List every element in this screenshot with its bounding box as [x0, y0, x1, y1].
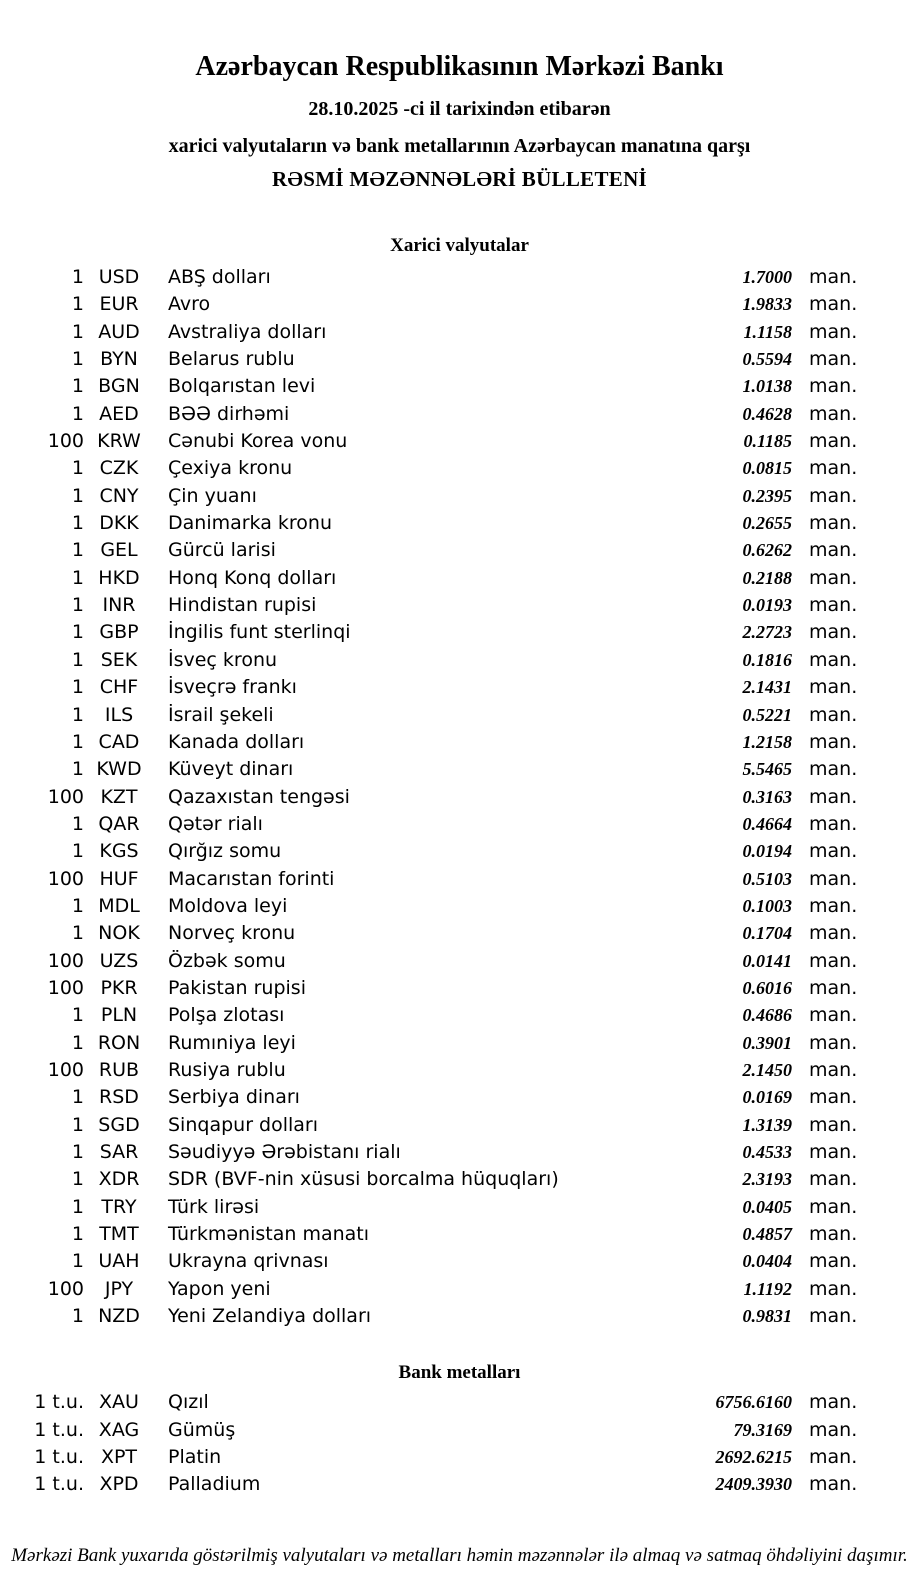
name-label: İsveçrə frankı: [168, 676, 297, 699]
code-label: HUF: [99, 867, 139, 890]
rate-value: 5.5465: [742, 759, 792, 780]
name-label: Serbiya dinarı: [168, 1086, 300, 1109]
code-label: RUB: [98, 1058, 140, 1081]
code-label: SAR: [99, 1141, 139, 1163]
rate-value: 79.3169: [733, 1419, 792, 1440]
manat-unit-label: man.: [809, 430, 858, 453]
rate-value: 0.5103: [742, 868, 792, 889]
currency-rate-row: [0, 1221, 869, 1248]
manat-unit-label: man.: [809, 867, 858, 890]
manat-unit-label: man.: [809, 375, 858, 398]
rate-value: 0.0404: [742, 1251, 792, 1272]
rate-value: 0.4686: [742, 1005, 792, 1026]
name-label: Danimarka kronu: [168, 512, 333, 535]
quantity-value: 1: [71, 1113, 84, 1136]
quantity-value: 100: [47, 949, 84, 972]
manat-unit-label: man.: [809, 1086, 858, 1109]
code-label: UZS: [99, 949, 139, 972]
rate-value: 1.7000: [742, 267, 792, 287]
manat-unit-label: man.: [809, 1446, 858, 1469]
currency-rate-row: [0, 1002, 869, 1029]
code-label: AED: [99, 402, 139, 425]
code-label: CHF: [99, 676, 139, 699]
manat-unit-label: man.: [809, 840, 858, 863]
name-label: Kanada dolları: [168, 730, 305, 753]
manat-unit-label: man.: [809, 894, 858, 917]
manat-unit-label: man.: [809, 1223, 858, 1246]
quantity-value: 1: [71, 1168, 84, 1191]
name-label: Türkmənistan manatı: [168, 1223, 370, 1246]
name-label: Səudiyyə Ərəbistanı rialı: [168, 1141, 401, 1163]
rate-value: 0.5221: [742, 704, 792, 725]
name-label: ABŞ dolları: [168, 266, 271, 288]
currency-rate-row: [0, 1112, 869, 1139]
quantity-value: 1 t.u.: [34, 1391, 84, 1414]
manat-unit-label: man.: [809, 1168, 858, 1191]
currency-rate-row: [0, 1139, 869, 1166]
bulletin-header: [0, 0, 919, 193]
currency-rate-row: [0, 565, 869, 592]
name-label: Platin: [168, 1446, 222, 1469]
rate-value: 1.3139: [742, 1114, 792, 1135]
quantity-value: 1 t.u.: [34, 1446, 84, 1469]
quantity-value: 100: [47, 976, 84, 999]
name-label: Sinqapur dolları: [168, 1113, 319, 1136]
rate-value: 0.0141: [742, 950, 792, 971]
rate-value: 0.4857: [742, 1224, 792, 1245]
quantity-value: 100: [47, 1058, 84, 1081]
code-label: KGS: [99, 840, 139, 863]
rate-value: 2409.3930: [715, 1474, 792, 1495]
subject-line: xarici valyutaların və bank metallarının Azərbaycan manatına qarşı: [168, 135, 751, 157]
manat-unit-label: man.: [809, 320, 858, 343]
rate-value: 0.1185: [743, 431, 792, 452]
quantity-value: 1: [71, 621, 84, 644]
quantity-value: 1: [71, 594, 84, 617]
bank-metals-section: [0, 1360, 919, 1498]
quantity-value: 100: [47, 785, 84, 808]
quantity-value: 1: [71, 730, 84, 753]
code-label: CAD: [98, 730, 140, 753]
manat-unit-label: man.: [809, 1113, 858, 1136]
rate-value: 2.1450: [742, 1059, 792, 1080]
code-label: XPD: [99, 1473, 139, 1496]
manat-unit-label: man.: [809, 648, 858, 671]
rate-value: 2.3193: [742, 1169, 792, 1190]
manat-unit-label: man.: [809, 1141, 858, 1163]
rate-value: 0.0405: [742, 1196, 792, 1217]
currency-rate-row: [0, 346, 869, 373]
manat-unit-label: man.: [809, 293, 858, 316]
metal-rate-row: [0, 1417, 869, 1444]
rate-value: 1.1192: [743, 1278, 792, 1299]
quantity-value: 1: [71, 1223, 84, 1246]
code-label: PKR: [100, 976, 138, 999]
name-label: Gümüş: [168, 1418, 236, 1441]
currency-rate-row: [0, 483, 869, 510]
code-label: HKD: [98, 566, 140, 589]
manat-unit-label: man.: [809, 539, 858, 562]
metal-rate-row: [0, 1444, 869, 1471]
name-label: BƏƏ dirhəmi: [168, 402, 290, 425]
name-label: Gürcü larisi: [168, 539, 276, 562]
manat-unit-label: man.: [809, 785, 858, 808]
rate-value: 1.1158: [743, 321, 792, 342]
rate-value: 2.2723: [742, 622, 792, 643]
currency-rate-row: [0, 1166, 869, 1193]
rate-value: 0.1003: [742, 895, 792, 916]
currency-rate-row: [0, 428, 869, 455]
manat-unit-label: man.: [809, 457, 858, 480]
currency-rate-row: [0, 619, 869, 646]
rate-value: 0.2655: [742, 513, 792, 534]
rate-value: 0.0194: [742, 841, 792, 862]
currency-rate-row: [0, 455, 869, 482]
quantity-value: 1: [71, 703, 84, 726]
code-label: USD: [98, 266, 140, 288]
quantity-value: 1: [71, 348, 84, 371]
currency-rate-row: [0, 893, 869, 920]
quantity-value: 1: [71, 840, 84, 863]
code-label: AUD: [98, 320, 140, 343]
rate-value: 2.1431: [742, 677, 792, 698]
rate-value: 2692.6215: [715, 1447, 792, 1468]
quantity-value: 1: [71, 1250, 84, 1273]
currency-rate-row: [0, 373, 869, 400]
manat-unit-label: man.: [809, 348, 858, 371]
disclaimer-text: Mərkəzi Bank yuxarıda göstərilmiş valyutaları və metalları həmin məzənnələr ilə almaq və satmaq öhdəliyini daşımır.: [11, 1544, 908, 1566]
code-label: GEL: [100, 539, 138, 562]
code-label: BGN: [98, 375, 140, 398]
quantity-value: 1: [71, 457, 84, 480]
code-label: JPY: [104, 1277, 134, 1300]
name-label: Cənubi Korea vonu: [168, 430, 348, 453]
name-label: İngilis funt sterlinqi: [168, 621, 351, 644]
manat-unit-label: man.: [809, 266, 858, 288]
code-label: XDR: [98, 1168, 140, 1191]
rate-value: 0.0169: [742, 1087, 792, 1108]
quantity-value: 1: [71, 1195, 84, 1218]
currency-rate-row: [0, 948, 869, 975]
currency-rate-row: [0, 702, 869, 729]
manat-unit-label: man.: [809, 402, 858, 425]
manat-unit-label: man.: [809, 949, 858, 972]
currency-rate-row: [0, 592, 869, 619]
name-label: SDR (BVF-nin xüsusi borcalma hüquqları): [168, 1168, 559, 1191]
code-label: CNY: [99, 484, 139, 507]
manat-unit-label: man.: [809, 1418, 858, 1441]
name-label: Qızıl: [168, 1391, 209, 1414]
currency-rate-row: [0, 1248, 869, 1275]
manat-unit-label: man.: [809, 1391, 858, 1414]
name-label: Rumıniya leyi: [168, 1031, 296, 1054]
manat-unit-label: man.: [809, 976, 858, 999]
manat-unit-label: man.: [809, 703, 858, 726]
manat-unit-label: man.: [809, 484, 858, 507]
quantity-value: 1: [71, 566, 84, 589]
currency-rate-row: [0, 975, 869, 1002]
quantity-value: 1: [71, 1031, 84, 1054]
name-label: Yeni Zelandiya dolları: [168, 1305, 372, 1328]
quantity-value: 1: [71, 648, 84, 671]
currency-rate-row: [0, 784, 869, 811]
quantity-value: 1: [71, 894, 84, 917]
name-label: Macarıstan forinti: [168, 867, 335, 890]
rate-value: 0.2188: [742, 567, 792, 588]
quantity-value: 1: [71, 812, 84, 835]
metal-rate-row: [0, 1389, 869, 1416]
quantity-value: 100: [47, 1277, 84, 1300]
quantity-value: 1: [71, 375, 84, 398]
quantity-value: 1: [71, 266, 84, 288]
quantity-value: 1: [71, 402, 84, 425]
code-label: NOK: [98, 922, 140, 945]
code-label: PLN: [100, 1004, 138, 1027]
code-label: SEK: [100, 648, 138, 671]
metals-table: [0, 1389, 869, 1498]
code-label: RON: [97, 1031, 141, 1054]
rate-value: 0.2395: [742, 485, 792, 506]
quantity-value: 1: [71, 512, 84, 535]
rate-value: 0.9831: [742, 1306, 792, 1327]
manat-unit-label: man.: [809, 1305, 858, 1328]
currency-rate-row: [0, 510, 869, 537]
currency-rate-row: [0, 811, 869, 838]
name-label: Küveyt dinarı: [168, 758, 294, 781]
currency-rate-row: [0, 647, 869, 674]
manat-unit-label: man.: [809, 1031, 858, 1054]
name-label: Honq Konq dolları: [168, 566, 337, 589]
rate-value: 1.2158: [742, 731, 792, 752]
rate-value: 0.6262: [742, 540, 792, 561]
rate-value: 0.5594: [742, 349, 792, 370]
metal-rate-row: [0, 1471, 869, 1498]
currency-rate-row: [0, 1276, 869, 1303]
code-label: INR: [102, 594, 136, 617]
rate-value: 0.1704: [742, 923, 792, 944]
name-label: Norveç kronu: [168, 922, 296, 945]
rate-value: 0.4664: [742, 813, 792, 834]
rate-value: 1.9833: [742, 294, 792, 315]
quantity-value: 1: [71, 1305, 84, 1328]
currency-rate-row: [0, 920, 869, 947]
currency-rate-row: [0, 401, 869, 428]
bank-title: Azərbaycan Respublikasının Mərkəzi Bankı: [195, 51, 724, 82]
quantity-value: 100: [47, 867, 84, 890]
currencies-table: [0, 264, 869, 1330]
currency-rate-row: [0, 1057, 869, 1084]
quantity-value: 1: [71, 1086, 84, 1109]
name-label: Pakistan rupisi: [168, 976, 306, 999]
manat-unit-label: man.: [809, 621, 858, 644]
code-label: KRW: [97, 430, 141, 453]
code-label: ILS: [104, 703, 134, 726]
foreign-currencies-section: [0, 233, 919, 1330]
rate-value: 0.0193: [742, 595, 792, 616]
manat-unit-label: man.: [809, 1195, 858, 1218]
currency-rate-row: [0, 537, 869, 564]
name-label: Türk lirəsi: [168, 1195, 260, 1218]
code-label: BYN: [100, 348, 138, 371]
code-label: XPT: [100, 1446, 138, 1469]
code-label: TRY: [101, 1195, 137, 1218]
name-label: Bolqarıstan levi: [168, 375, 316, 398]
manat-unit-label: man.: [809, 812, 858, 835]
rate-value: 0.0815: [742, 458, 792, 479]
name-label: Qırğız somu: [168, 840, 282, 863]
code-label: CZK: [99, 457, 139, 480]
name-label: Avro: [168, 293, 211, 316]
disclaimer-footer: [0, 1544, 919, 1568]
code-label: XAG: [98, 1418, 140, 1441]
manat-unit-label: man.: [809, 1058, 858, 1081]
bulletin-title: RƏSMİ MƏZƏNNƏLƏRİ BÜLLETENİ: [271, 167, 648, 191]
rate-value: 1.0138: [742, 376, 792, 397]
name-label: Moldova leyi: [168, 894, 288, 917]
quantity-value: 1 t.u.: [34, 1418, 84, 1441]
code-label: QAR: [98, 812, 140, 835]
rate-value: 0.4533: [742, 1142, 792, 1162]
manat-unit-label: man.: [809, 1473, 858, 1496]
code-label: XAU: [99, 1391, 139, 1414]
code-label: TMT: [99, 1223, 139, 1246]
quantity-value: 1: [71, 758, 84, 781]
name-label: Hindistan rupisi: [168, 594, 317, 617]
code-label: RSD: [99, 1086, 139, 1109]
quantity-value: 1: [71, 1004, 84, 1027]
name-label: Palladium: [168, 1473, 261, 1496]
manat-unit-label: man.: [809, 1277, 858, 1300]
quantity-value: 1: [71, 676, 84, 699]
currency-rate-row: [0, 674, 869, 701]
name-label: Özbək somu: [168, 949, 286, 972]
currency-rate-row: [0, 838, 869, 865]
name-label: Ukrayna qrivnası: [168, 1250, 329, 1273]
name-label: Avstraliya dolları: [168, 320, 327, 343]
currency-rate-row: [0, 866, 869, 893]
currency-rate-row: [0, 756, 869, 783]
manat-unit-label: man.: [809, 758, 858, 781]
rate-value: 6756.6160: [715, 1392, 792, 1413]
code-label: NZD: [98, 1305, 140, 1328]
currency-rate-row: [0, 729, 869, 756]
name-label: Yapon yeni: [168, 1277, 271, 1300]
manat-unit-label: man.: [809, 594, 858, 617]
code-label: KZT: [100, 785, 138, 808]
metals-section-title: Bank metalları: [398, 1362, 521, 1384]
code-label: GBP: [99, 621, 139, 644]
currency-rate-row: [0, 264, 869, 291]
name-label: Qətər rialı: [168, 812, 263, 835]
name-label: Çin yuanı: [168, 484, 257, 507]
currency-rate-row: [0, 291, 869, 318]
name-label: Qazaxıstan tengəsi: [168, 785, 350, 808]
currency-rate-row: [0, 319, 869, 346]
rate-value: 0.6016: [742, 977, 792, 998]
quantity-value: 1: [71, 539, 84, 562]
rate-value: 0.3163: [742, 786, 792, 807]
quantity-value: 1: [71, 320, 84, 343]
quantity-value: 1: [71, 293, 84, 316]
code-label: EUR: [99, 293, 139, 316]
currency-rate-row: [0, 1303, 869, 1330]
rate-value: 0.3901: [742, 1032, 792, 1053]
rate-value: 0.1816: [742, 649, 792, 670]
effective-date-line: 28.10.2025 -ci il tarixindən etibarən: [308, 98, 611, 120]
currency-rate-row: [0, 1030, 869, 1057]
quantity-value: 1 t.u.: [34, 1473, 84, 1496]
rate-value: 0.4628: [742, 403, 792, 424]
code-label: UAH: [98, 1250, 140, 1273]
quantity-value: 1: [71, 484, 84, 507]
name-label: Rusiya rublu: [168, 1058, 286, 1081]
code-label: SGD: [98, 1113, 140, 1136]
manat-unit-label: man.: [809, 512, 858, 535]
quantity-value: 1: [71, 1141, 84, 1163]
code-label: KWD: [96, 758, 142, 781]
name-label: İsveç kronu: [168, 648, 278, 671]
manat-unit-label: man.: [809, 676, 858, 699]
manat-unit-label: man.: [809, 730, 858, 753]
name-label: Polşa zlotası: [168, 1004, 285, 1027]
currency-rate-row: [0, 1194, 869, 1221]
manat-unit-label: man.: [809, 566, 858, 589]
name-label: Belarus rublu: [168, 348, 295, 371]
manat-unit-label: man.: [809, 1250, 858, 1273]
manat-unit-label: man.: [809, 1004, 858, 1027]
currency-rate-row: [0, 1084, 869, 1111]
name-label: İsrail şekeli: [168, 703, 274, 726]
manat-unit-label: man.: [809, 922, 858, 945]
name-label: Çexiya kronu: [168, 457, 293, 480]
code-label: DKK: [99, 512, 139, 535]
quantity-value: 1: [71, 922, 84, 945]
currencies-section-title: Xarici valyutalar: [390, 235, 529, 256]
code-label: MDL: [98, 894, 140, 917]
quantity-value: 100: [47, 430, 84, 453]
